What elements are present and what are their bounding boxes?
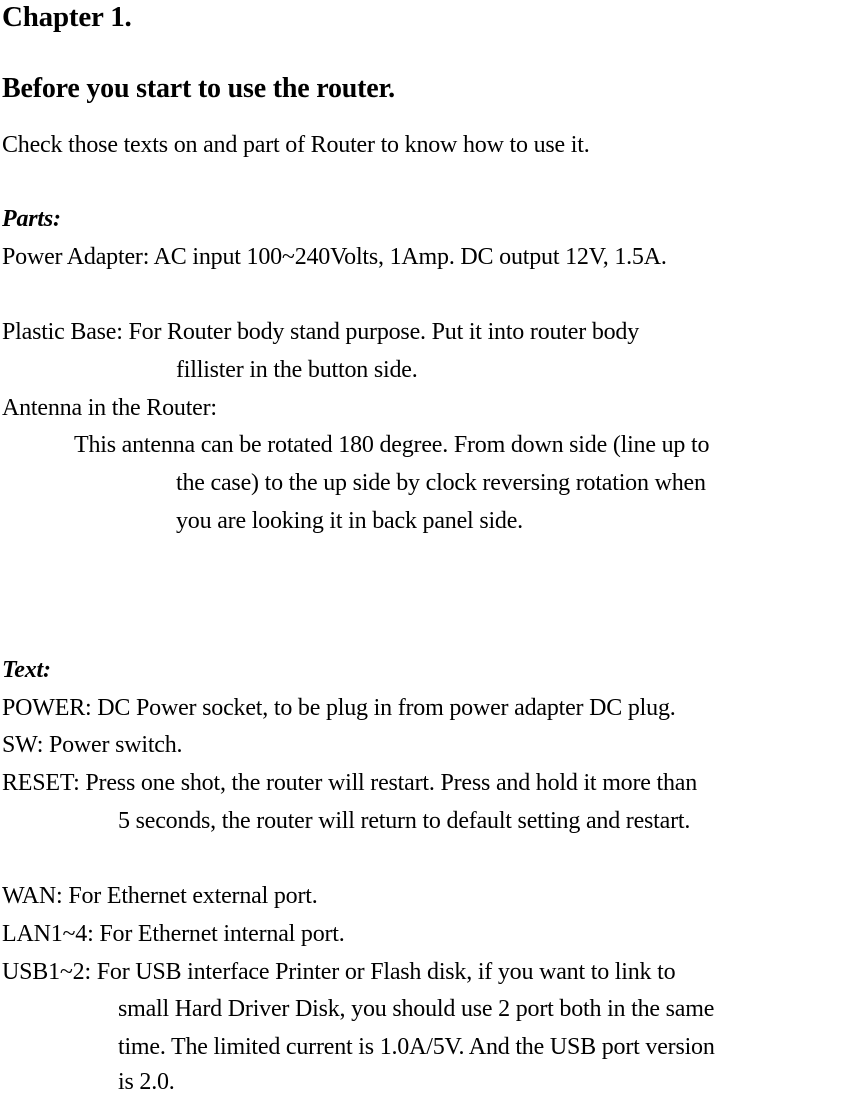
parts-antenna-label: Antenna in the Router: xyxy=(2,395,217,421)
text-heading: Text: xyxy=(2,657,51,683)
section-title: Before you start to use the router. xyxy=(2,73,395,104)
text-reset: RESET: Press one shot, the router will restart. Press and hold it more than xyxy=(2,770,698,796)
text-wan: WAN: For Ethernet external port. xyxy=(2,883,318,909)
intro-paragraph: Check those texts on and part of Router to know how to use it. xyxy=(2,132,590,158)
parts-plastic-base: Plastic Base: For Router body stand purpose. Put it into router body xyxy=(2,319,640,345)
parts-power-adapter: Power Adapter: AC input 100~240Volts, 1Amp. DC output 12V, 1.5A. xyxy=(2,244,667,270)
parts-plastic-base-cont: fillister in the button side. xyxy=(176,357,418,383)
parts-antenna-desc-cont-2: you are looking it in back panel side. xyxy=(176,508,523,534)
text-reset-cont: 5 seconds, the router will return to default setting and restart. xyxy=(118,808,691,834)
text-sw: SW: Power switch. xyxy=(2,732,183,758)
parts-antenna-desc: This antenna can be rotated 180 degree. From down side (line up to xyxy=(74,432,710,458)
chapter-title: Chapter 1. xyxy=(2,1,132,33)
text-usb-cont-3: is 2.0. xyxy=(118,1069,175,1095)
text-usb-cont-2: time. The limited current is 1.0A/5V. And the USB port version xyxy=(118,1034,715,1060)
text-power: POWER: DC Power socket, to be plug in from power adapter DC plug. xyxy=(2,695,676,721)
text-lan: LAN1~4: For Ethernet internal port. xyxy=(2,921,345,947)
text-usb-cont-1: small Hard Driver Disk, you should use 2 port both in the same xyxy=(118,996,715,1022)
parts-heading: Parts: xyxy=(2,206,61,232)
text-usb: USB1~2: For USB interface Printer or Flash disk, if you want to link to xyxy=(2,959,676,985)
parts-antenna-desc-cont-1: the case) to the up side by clock reversing rotation when xyxy=(176,470,706,496)
